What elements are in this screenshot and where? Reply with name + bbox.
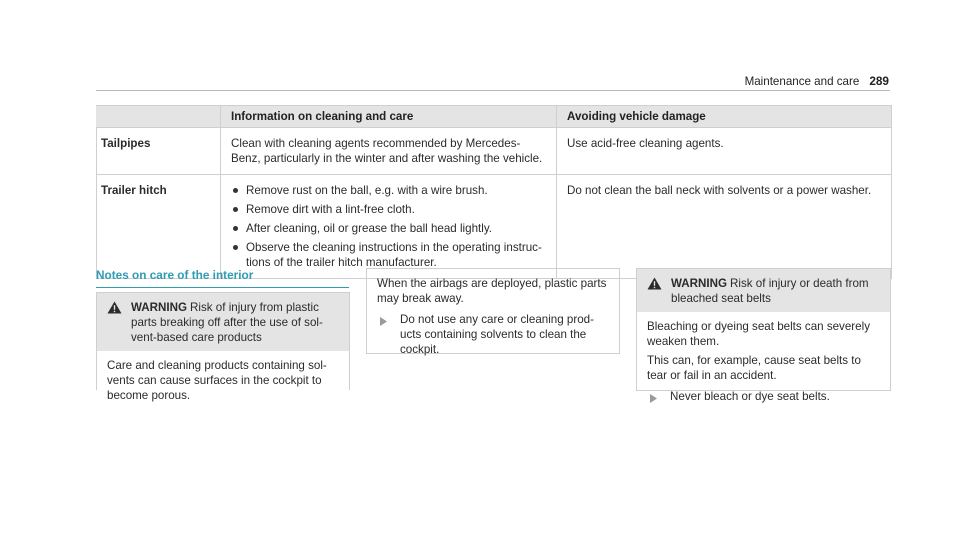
page-number: 289 — [869, 74, 889, 88]
warning-body — [97, 351, 349, 415]
table-header-item — [97, 106, 221, 128]
page-header — [0, 0, 960, 90]
warning-label: WARNING — [131, 301, 188, 314]
section-heading — [96, 268, 349, 288]
warning-body — [637, 312, 890, 412]
warning-triangle-icon — [107, 300, 125, 345]
warning-heading: Risk of injury from plastic parts breaking off after the use of sol-vent-based care products — [131, 301, 323, 344]
table-header-row — [97, 106, 892, 128]
instruction-step — [647, 389, 880, 404]
header-rule — [96, 90, 890, 91]
warning-header — [637, 269, 890, 312]
row-item-label: Trailer hitch — [97, 175, 221, 279]
list-item: After cleaning, oil or grease the ball head lightly. — [231, 221, 546, 236]
list-item: Remove rust on the ball, e.g. with a wire brush. — [231, 183, 546, 198]
list-item: Observe the cleaning instructions in the operating instruc-tions of the trailer hitch manufacturer. — [231, 240, 546, 270]
instruction-arrow-icon — [649, 392, 658, 401]
instruction-text: Never bleach or dye seat belts. — [670, 390, 830, 403]
note-body-text: When the airbags are deployed, plastic parts may break away. — [377, 277, 607, 305]
section-rule — [96, 287, 349, 288]
instruction-step — [377, 312, 609, 357]
list-item: Remove dirt with a lint-free cloth. — [231, 202, 546, 217]
table-row — [97, 175, 892, 279]
cleaning-care-table — [96, 105, 892, 279]
row-info-cell: Clean with cleaning agents recommended by Mercedes-Benz, particularly in the winter and after washing the vehicle. — [221, 128, 557, 175]
instruction-arrow-icon — [379, 315, 388, 324]
warning-label: WARNING — [671, 277, 728, 290]
row-item-label: Tailpipes — [97, 128, 221, 175]
note-body — [367, 269, 619, 365]
instruction-text: Do not use any care or cleaning prod-ucts containing solvents to clean the cockpit. — [400, 313, 594, 356]
running-header-title: Maintenance and care — [744, 75, 860, 88]
section-title: Notes on care of the interior — [96, 268, 254, 282]
warning-header — [97, 293, 349, 351]
warning-triangle-icon — [647, 276, 665, 306]
warning-body-text: Care and cleaning products containing sol-vents can cause surfaces in the cockpit to become porous. — [107, 359, 327, 402]
warning-body-text: This can, for example, cause seat belts to tear or fail in an accident. — [647, 354, 861, 382]
warning-heading: Risk of injury or death from bleached seat belts — [671, 277, 869, 305]
airbag-note-box — [366, 268, 620, 354]
row-info-cell — [221, 175, 557, 279]
table-header-avoid: Avoiding vehicle damage — [557, 106, 892, 128]
row-avoid-cell: Use acid-free cleaning agents. — [557, 128, 892, 175]
row-avoid-cell: Do not clean the ball neck with solvents or a power washer. — [557, 175, 892, 279]
table-header-info: Information on cleaning and care — [221, 106, 557, 128]
running-header — [745, 74, 889, 89]
warning-body-text: Bleaching or dyeing seat belts can severely weaken them. — [647, 320, 870, 348]
table-row — [97, 128, 892, 175]
bullet-list — [231, 183, 546, 270]
warning-box-seat-belts — [636, 268, 891, 403]
warning-box-solvent — [96, 292, 350, 402]
